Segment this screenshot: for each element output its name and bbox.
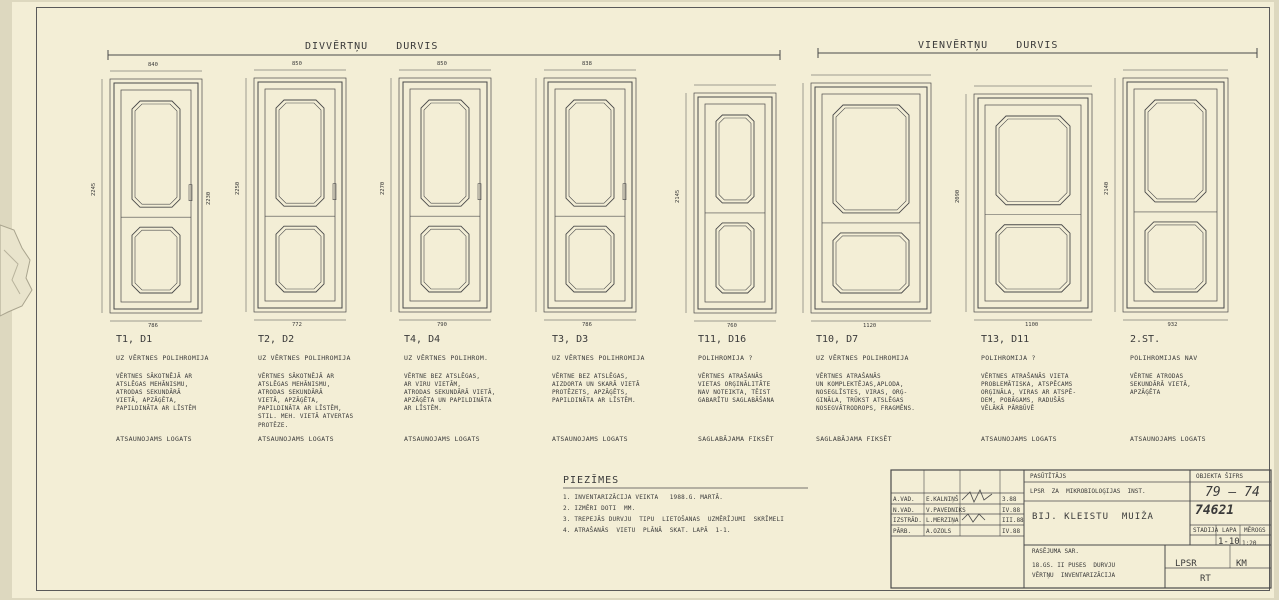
door-7-lower-panel [996,225,1070,292]
door-4-upper-panel [566,100,614,206]
door-7-height-dim: 2090 [955,189,961,203]
door-2-label: T2, D2 [258,334,295,345]
door-2-bottom-dim: 772 [292,322,302,328]
drawing-label: RASĒJUMA SAR. [1032,548,1079,555]
staff-date-2: IV.88 [1002,507,1021,514]
door-5-bottom-dim: 760 [727,323,737,329]
door-3-lower-panel [421,226,469,292]
door-3-upper-panel [421,100,469,206]
door-3-verdict: ATSAUNOJAMS LOGATS [404,435,480,443]
client-label: PASŪTĪTĀJS [1030,473,1067,480]
object-code-label: OBJEKTA ŠIFRS [1196,473,1243,480]
department: KM [1236,559,1247,569]
door-4-frame [548,82,632,308]
door-8-lower-panel [1145,222,1206,292]
door-4-state: UZ VĒRTNES POLIHROMIJA [552,354,645,362]
door-6-label: T10, D7 [816,334,859,345]
door-5-lower-panel [716,223,754,293]
door-5-upper-panel [716,115,754,203]
door-1-bottom-dim: 786 [148,323,158,329]
door-1-verdict: ATSAUNOJAMS LOGATS [116,435,192,443]
organization-code: RT [1200,574,1211,584]
door-4-upper-panel-inner [569,103,611,203]
door-6-upper-panel [833,105,909,213]
note-2: 2. IZMĒRI DOTI MM. [563,505,636,512]
door-8-bottom-dim: 932 [1167,322,1178,328]
door-7-label: T13, D11 [981,334,1030,345]
door-4-leaf [555,89,625,301]
door-3-frame-outer [399,78,491,312]
staff-date-1: 3.88 [1002,496,1017,503]
door-2-upper-panel [276,100,324,206]
door-3-height-dim: 2270 [380,181,386,195]
door-1-state: UZ VĒRTNES POLIHROMIJA [116,354,209,362]
section-title-single-doors: VIENVĒRTŅU DURVIS [918,40,1059,51]
drawing-title-1: 18.GS. II PUSES DURVJU [1032,562,1116,569]
door-2-lower-panel-inner [279,229,321,289]
door-7-upper-panel-inner [999,119,1067,202]
door-4-verdict: ATSAUNOJAMS LOGATS [552,435,628,443]
door-1-height-dim: 2245 [91,182,97,196]
door-3-frame [403,82,487,308]
door-6-bottom-dim: 1120 [863,323,877,329]
staff-date-4: IV.88 [1002,528,1021,535]
stage-label: STADIJA [1193,527,1219,534]
door-5-label: T11, D16 [698,334,747,345]
door-6-lower-panel-inner [836,236,906,290]
door-8-state: POLIHROMIJAS NAV [1130,354,1198,362]
door-3-description: VĒRTNE BEZ ATSLĒGAS, AR VIRU VIETĀM, ATRODAS SEKUNDĀRĀ VIETĀ, APZĀĢĒTA UN PAPILDINĀTA AR LĪSTĒM. [404,373,496,413]
door-7-frame [978,98,1088,308]
door-2-upper-panel-inner [279,103,321,203]
object-code: 79 — 74 [1205,485,1260,500]
staff-name-4: A.OZOLS [926,528,952,535]
staff-date-3: III.88 [1002,517,1024,524]
door-8-leaf [1134,89,1217,301]
project-name: BIJ. KLEISTU MUIŽA [1032,512,1154,522]
door-2-height-dim: 2250 [235,181,241,195]
door-2-handle [333,184,336,200]
door-3-lower-panel-inner [424,229,466,289]
door-8-label: 2.ST. [1130,334,1161,345]
staff-role-3: IZSTRĀD. [893,517,922,524]
note-1: 1. INVENTARIZĀCIJA VEIKTA 1988.G. MARTĀ. [563,494,724,501]
door-3-label: T4, D4 [404,334,441,345]
door-1-upper-panel-inner [135,104,177,204]
staff-role-1: A.VAD. [893,496,915,503]
door-7-bottom-dim: 1100 [1025,322,1039,328]
staff-role-4: PĀRB. [893,528,912,535]
scale-value: 1:20 [1242,540,1257,547]
sheet-value: 1-10 [1218,537,1240,547]
door-2-frame-outer [254,78,346,312]
door-8-lower-panel-inner [1148,225,1203,289]
door-5-upper-panel-inner [719,118,751,200]
door-2-description: VĒRTNES SĀKOTNĒJĀ AR ATSLĒGAS MEHĀNISMU, ATRODAS SEKUNDĀRĀ VIETĀ, APZĀĢĒTA, PAPILDINĀTA AR LĪSTĒM, STIL. MEH. VIETĀ ATVERTAS PROTĒZE. [258,373,354,429]
door-6-state: UZ VĒRTNES POLIHROMIJA [816,354,909,362]
door-6-lower-panel [833,233,909,293]
door-3-state: UZ VĒRTNES POLIHROM. [404,354,489,362]
door-6-leaf [822,94,920,302]
door-1-label: T1, D1 [116,334,153,345]
door-2-top-dim: 850 [292,61,302,67]
door-6-description: VĒRTNES ATRAŠANĀS UN KOMPLEKTĒJAS,APLODA, NOSEGLĪSTES, VIRAS, ORĢ- GINĀLA, TRŪKST ATSLĒGAS NOSEGVĀTRODROPS, FRAGMĒNS. [816,373,916,413]
staff-name-1: E.KALNIŅŠ [926,496,959,503]
door-3-bottom-dim: 790 [437,322,447,328]
door-2-leaf [265,89,335,301]
door-4-description: VĒRTNE BEZ ATSLĒGAS, AIZDORTA UN SKARĀ VIETĀ PROTĒZETS, APZĀĢĒTS, PAPILDINĀTA AR LĪSTĒM. [552,373,640,405]
staff-name-3: L.MERZIŅA [926,517,959,524]
door-1-description: VĒRTNES SĀKOTNĒJĀ AR ATSLĒGAS MEHĀNISMU, ATRODAS SEKUNDĀRĀ VIETĀ, APZĀĢĒTA, PAPILDINĀTA AR LĪSTĒM [116,373,197,413]
door-1-height-dim-2: 2230 [206,191,212,205]
door-4-lower-panel [566,226,614,292]
archive-number: 74621 [1195,503,1235,518]
door-4-handle [623,184,626,200]
door-3-handle [478,184,481,200]
door-3-top-dim: 850 [437,61,447,67]
note-3: 3. TREPEJĀS DURVJU TIPU LIETOŠANAS UZMĒRĪJUMI SKRĪMELI [563,516,785,523]
notes-title: PIEZĪMES [563,475,620,486]
signature-scribble-2 [962,514,985,522]
door-5-state: POLIHROMIJA ? [698,354,753,362]
door-6-verdict: SAGLABĀJAMA FIKSĒT [816,435,892,443]
door-1-frame [114,83,198,309]
door-8-description: VĒRTNE ATRODAS SEKUNDĀRĀ VIETĀ, APZĀĢĒTA [1130,373,1191,397]
staff-name-2: V.PAVEDNIKS [926,507,966,514]
door-1-top-dim: 840 [148,62,158,68]
door-5-verdict: SAGLABĀJAMA FIKSĒT [698,435,774,443]
door-4-top-dim: 838 [582,61,592,67]
door-8-upper-panel-inner [1148,103,1203,199]
sheet-label: LAPA [1222,527,1237,534]
staff-role-2: N.VAD. [893,507,915,514]
door-5-description: VĒRTNES ATRAŠANĀS VIETAS ORĢINĀLITĀTE NAV NOTEIKTA, TĒIST GABARĪTU SAGLABĀŠANA [698,373,775,405]
door-6-upper-panel-inner [836,108,906,210]
door-2-state: UZ VĒRTNES POLIHROMIJA [258,354,351,362]
door-8-frame-outer [1123,78,1228,312]
door-4-lower-panel-inner [569,229,611,289]
door-8-verdict: ATSAUNOJAMS LOGATS [1130,435,1206,443]
door-4-frame-outer [544,78,636,312]
drawing-title-2: VĒRTŅU INVENTARIZĀCIJA [1032,572,1116,579]
door-8-height-dim: 2140 [1104,181,1110,195]
organization: LPSR [1175,559,1197,569]
section-title-double-doors: DIVVĒRTŅU DURVIS [305,41,439,52]
door-7-verdict: ATSAUNOJAMS LOGATS [981,435,1057,443]
door-8-upper-panel [1145,100,1206,202]
door-1-upper-panel [132,101,180,207]
signature-scribble [962,490,992,502]
door-6-frame [815,87,927,309]
door-6-frame-outer [811,83,931,313]
door-7-state: POLIHROMIJA ? [981,354,1036,362]
door-7-lower-panel-inner [999,228,1067,289]
door-1-frame-outer [110,79,202,313]
door-3-upper-panel-inner [424,103,466,203]
door-7-upper-panel [996,116,1070,205]
door-2-frame [258,82,342,308]
door-7-leaf [985,105,1081,301]
door-2-verdict: ATSAUNOJAMS LOGATS [258,435,334,443]
door-1-leaf [121,90,191,302]
door-4-label: T3, D3 [552,334,589,345]
client-name: LPSR ZA MIKROBIOLOĢIJAS INST. [1030,488,1146,495]
door-4-bottom-dim: 786 [582,322,592,328]
door-7-frame-outer [974,94,1092,312]
door-5-lower-panel-inner [719,226,751,290]
door-5-height-dim: 2145 [675,189,681,203]
door-1-lower-panel [132,227,180,293]
door-1-lower-panel-inner [135,230,177,290]
door-8-frame [1127,82,1224,308]
door-3-leaf [410,89,480,301]
door-2-lower-panel [276,226,324,292]
scale-label: MĒROGS [1244,527,1266,534]
note-4: 4. ATRAŠANĀS VIETU PLĀNĀ SKAT. LAPĀ 1-1. [563,527,731,534]
door-1-handle [189,185,192,201]
door-7-description: VĒRTNES ATRAŠANĀS VIETA PROBLEMĀTISKA, ATSPĒCAMS ORĢINĀLA, VIRAS AR ATSPĒ- DEM, POBĀGAMS, RADUŠĀS VĒLĀKĀ PĀRBŪVĒ [981,373,1077,413]
